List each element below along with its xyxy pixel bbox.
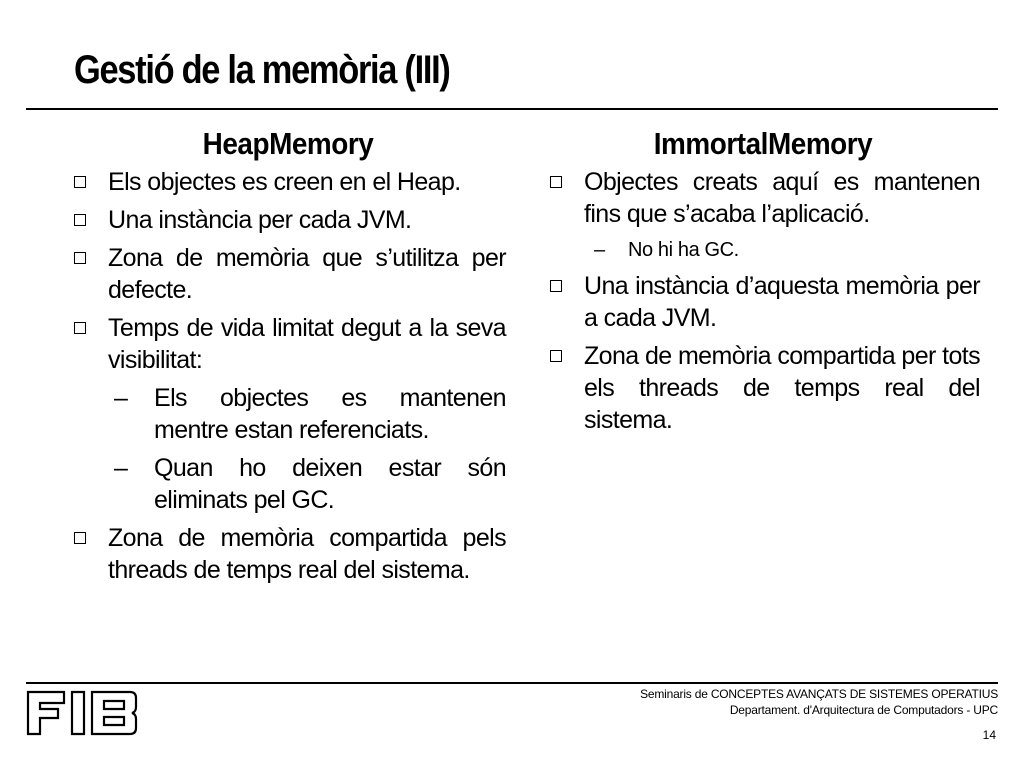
list-item: Una instància per cada JVM. — [70, 204, 506, 236]
heap-memory-heading: HeapMemory — [202, 126, 374, 161]
list-item: Objectes creats aquí es mantenen fins que s’acaba l’aplicació. — [546, 166, 980, 230]
department-name: Departament. d'Arquitectura de Computadors - UPC — [729, 703, 998, 717]
sub-list-item: – No hi ha GC. — [546, 236, 980, 264]
heap-memory-list — [70, 166, 506, 586]
list-item: Zona de memòria compartida pels threads de temps real del sistema. — [70, 522, 506, 586]
list-item: Temps de vida limitat degut a la seva visibilitat: — [70, 312, 506, 376]
list-item: Una instància d’aquesta memòria per a cada JVM. — [546, 270, 980, 334]
dash-bullet: – — [114, 384, 128, 412]
list-item: Zona de memòria compartida per tots els threads de temps real del sistema. — [546, 340, 980, 436]
course-name: Seminaris de CONCEPTES AVANÇATS DE SISTEMES OPERATIUS — [640, 687, 998, 701]
square-bullet-icon — [550, 280, 562, 292]
footer-text — [640, 686, 998, 718]
square-bullet-icon — [74, 532, 86, 544]
dash-bullet: – — [594, 239, 605, 261]
square-bullet-icon — [550, 176, 562, 188]
slide-title: Gestió de la memòria (III) — [74, 48, 450, 92]
sub-list-item: – Quan ho deixen estar són eliminats pel GC. — [114, 454, 506, 514]
heap-memory-column — [70, 126, 506, 592]
list-item: Zona de memòria que s’utilitza per defecte. — [70, 242, 506, 306]
immortal-memory-list — [546, 166, 980, 436]
immortal-memory-column — [546, 126, 980, 442]
page-number: 14 — [982, 728, 996, 742]
fib-logo-icon — [26, 690, 138, 736]
title-divider — [26, 108, 998, 110]
square-bullet-icon — [74, 252, 86, 264]
list-item: Els objectes es creen en el Heap. — [70, 166, 506, 198]
square-bullet-icon — [74, 214, 86, 226]
square-bullet-icon — [74, 176, 86, 188]
square-bullet-icon — [74, 322, 86, 334]
sub-list-item: – Els objectes es mantenen mentre estan referenciats. — [114, 384, 506, 444]
immortal-memory-heading: ImmortalMemory — [653, 126, 873, 161]
dash-bullet: – — [114, 454, 128, 482]
square-bullet-icon — [550, 350, 562, 362]
footer-divider — [26, 682, 998, 684]
